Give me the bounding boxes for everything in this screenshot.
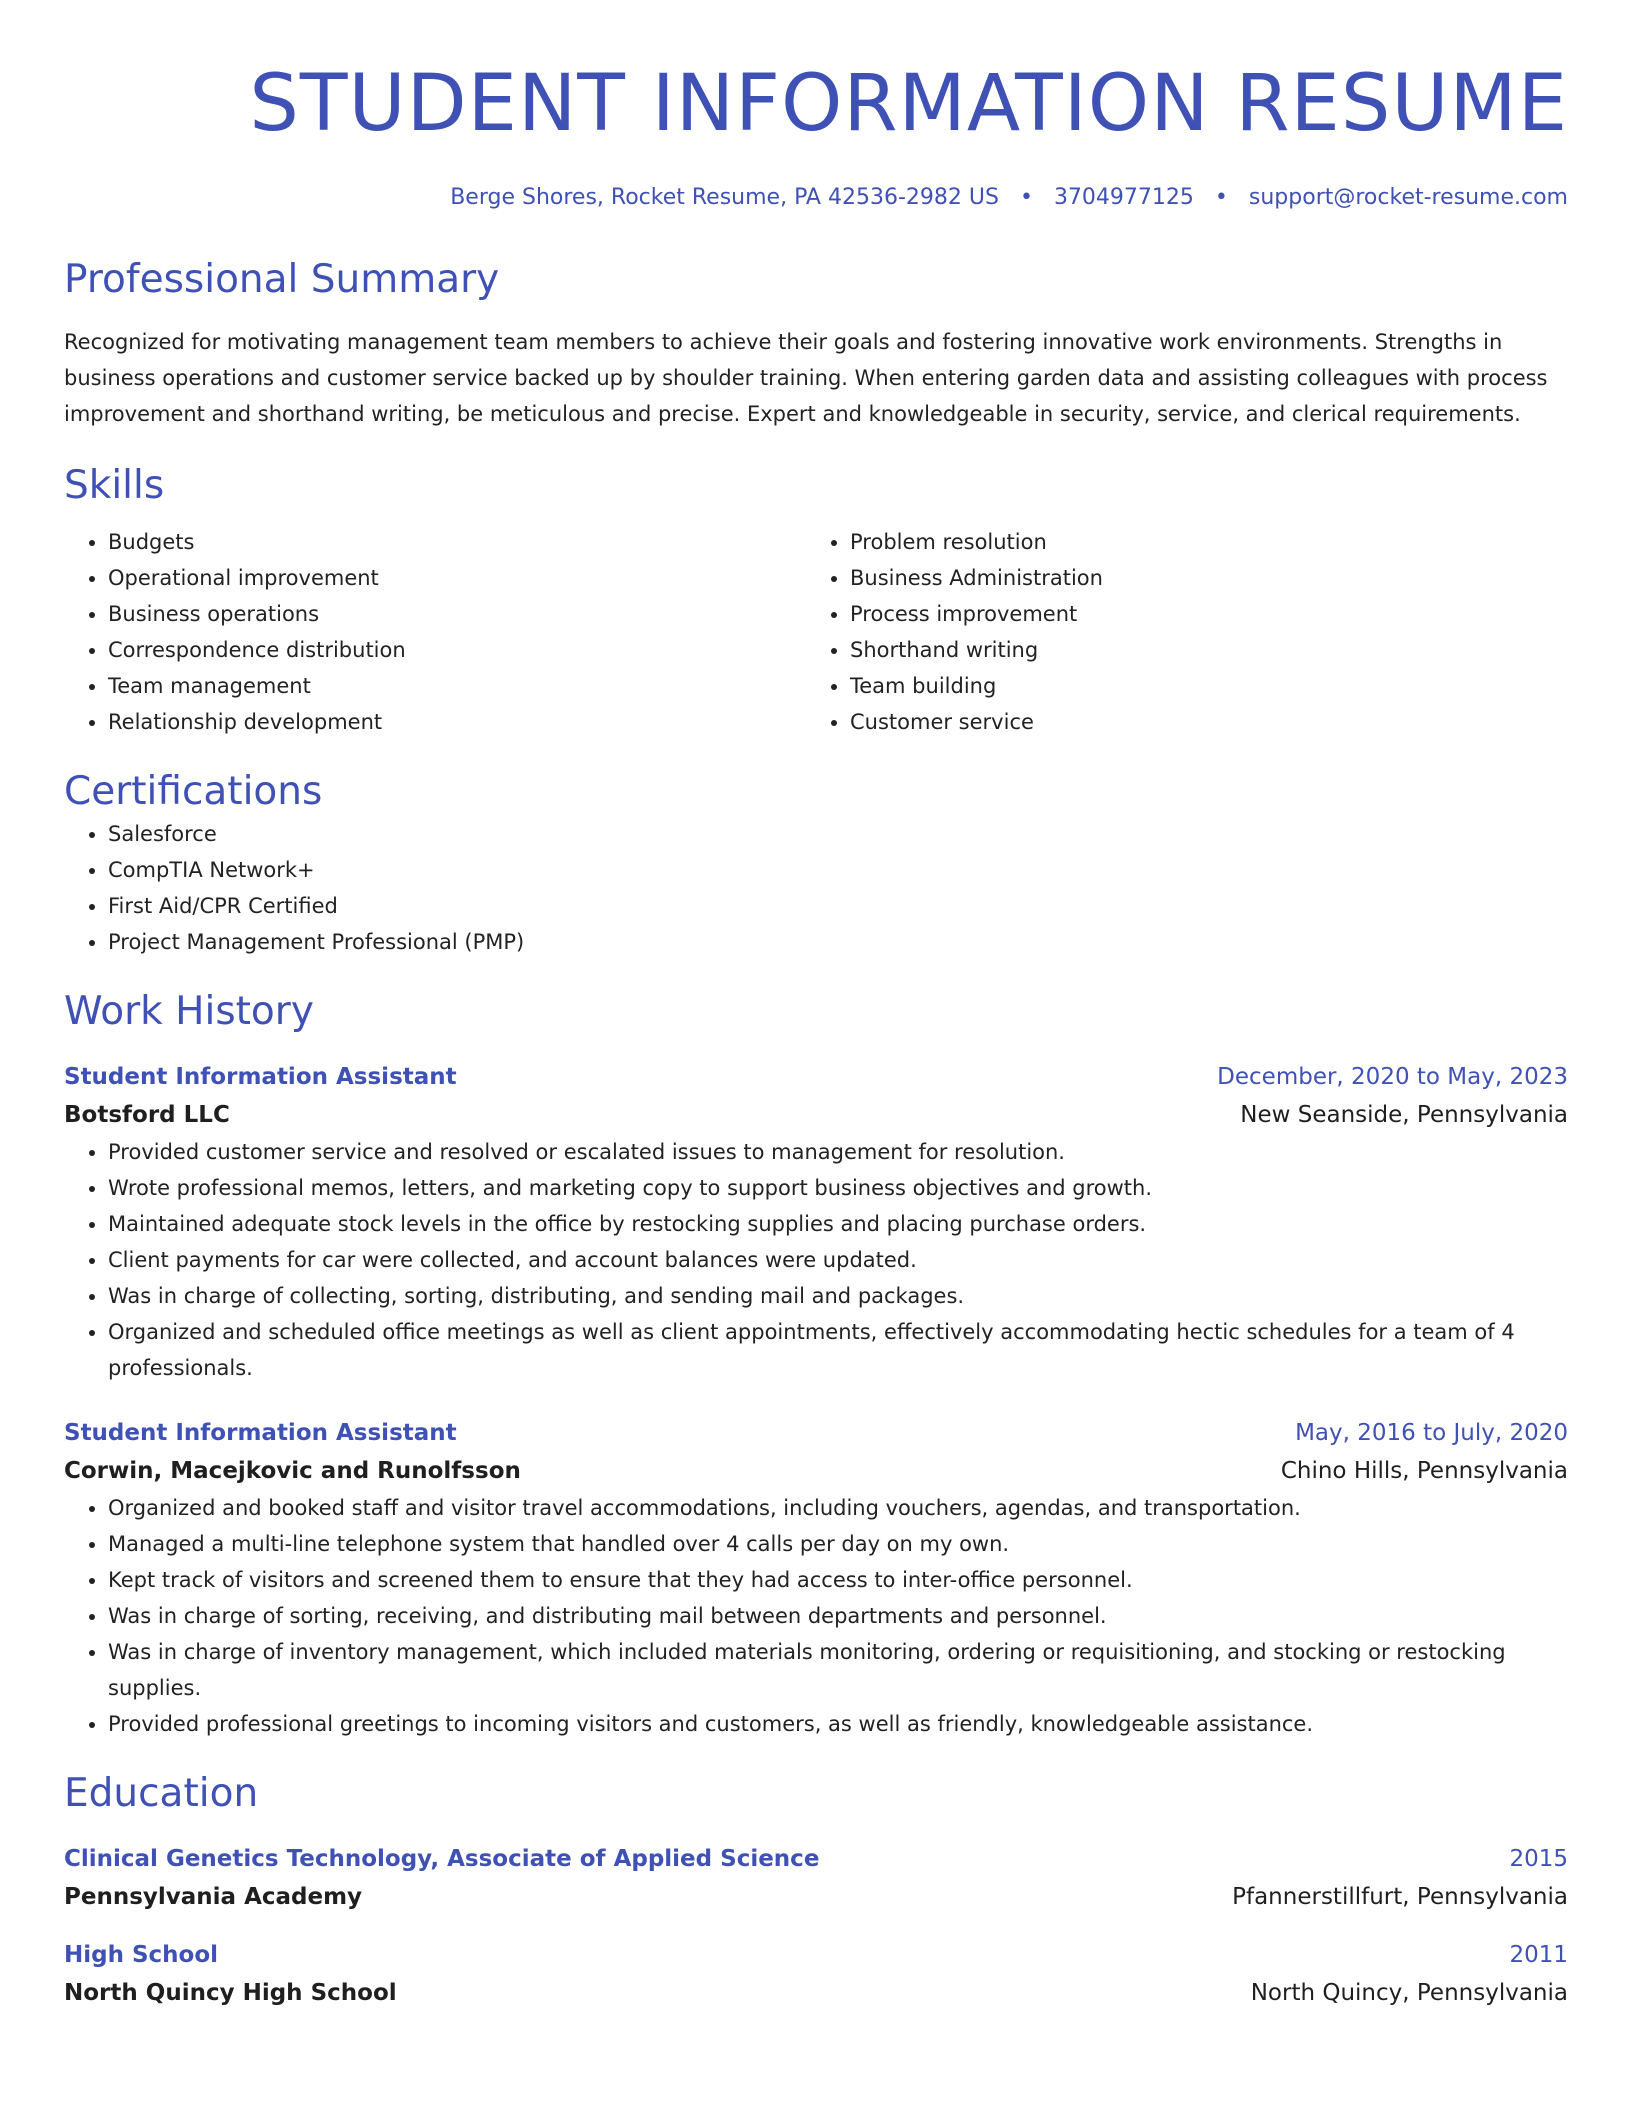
- degree-name: High School: [64, 1942, 219, 1968]
- school-location: Pfannerstillfurt, Pennsylvania: [1232, 1884, 1568, 1910]
- school-location: North Quincy, Pennsylvania: [1250, 1980, 1568, 2006]
- skills-heading: Skills: [64, 463, 165, 508]
- job-location: Chino Hills, Pennsylvania: [1280, 1458, 1568, 1484]
- job-duty: • Was in charge of collecting, sorting, distributing, and sending mail and packages.: [108, 1278, 1568, 1314]
- work-entry: [64, 1414, 1568, 1742]
- education-entry: [64, 1840, 1568, 1916]
- summary-heading: Professional Summary: [64, 257, 500, 302]
- skills-column-right: [806, 524, 1548, 740]
- skills-grid: [64, 524, 1568, 740]
- skill-item: • Business Administration: [850, 560, 1548, 596]
- education-entry-subheader: [64, 1974, 1568, 2012]
- job-duty: • Provided customer service and resolved or escalated issues to management for resolution.: [108, 1134, 1568, 1170]
- certification-item: • Project Management Professional (PMP): [108, 924, 1568, 960]
- job-duty: • Wrote professional memos, letters, and marketing copy to support business objectives and growth.: [108, 1170, 1568, 1206]
- contact-email: support@rocket-resume.com: [1248, 185, 1568, 210]
- skill-item: • Team building: [850, 668, 1548, 704]
- degree-name: Clinical Genetics Technology, Associate of Applied Science: [64, 1846, 820, 1872]
- job-title: Student Information Assistant: [64, 1064, 457, 1090]
- skill-item: • Budgets: [108, 524, 806, 560]
- skill-item: • Problem resolution: [850, 524, 1548, 560]
- skill-item: • Process improvement: [850, 596, 1548, 632]
- education-entry: [64, 1936, 1568, 2012]
- skills-list-left: [64, 524, 806, 740]
- job-duty: • Was in charge of sorting, receiving, and distributing mail between departments and personnel.: [108, 1598, 1568, 1634]
- job-location: New Seanside, Pennsylvania: [1240, 1102, 1568, 1128]
- job-duty: • Organized and scheduled office meetings as well as client appointments, effectively accommodating hectic schedules for a team of 4 professionals.: [108, 1314, 1568, 1386]
- contact-separator: •: [1214, 185, 1228, 210]
- certification-item: • First Aid/CPR Certified: [108, 888, 1568, 924]
- skill-item: • Operational improvement: [108, 560, 806, 596]
- skill-item: • Correspondence distribution: [108, 632, 806, 668]
- education-entry-subheader: [64, 1878, 1568, 1916]
- work-entry-header: [64, 1058, 1568, 1096]
- graduation-year: 2011: [1509, 1942, 1568, 1968]
- contact-separator: •: [1019, 185, 1033, 210]
- job-dates: December, 2020 to May, 2023: [1217, 1064, 1568, 1090]
- school-name: North Quincy High School: [64, 1980, 397, 2006]
- job-title: Student Information Assistant: [64, 1420, 457, 1446]
- job-duty: • Kept track of visitors and screened them to ensure that they had access to inter-office personnel.: [108, 1562, 1568, 1598]
- certification-item: • Salesforce: [108, 816, 1568, 852]
- skill-item: • Customer service: [850, 704, 1548, 740]
- job-duty: • Maintained adequate stock levels in the office by restocking supplies and placing purchase orders.: [108, 1206, 1568, 1242]
- certification-item: • CompTIA Network+: [108, 852, 1568, 888]
- skills-column-left: [64, 524, 806, 740]
- job-dates: May, 2016 to July, 2020: [1295, 1420, 1568, 1446]
- skill-item: • Team management: [108, 668, 806, 704]
- contact-phone: 3704977125: [1053, 185, 1194, 210]
- certifications-heading: Certifications: [64, 769, 323, 814]
- skills-list-right: [806, 524, 1548, 740]
- certifications-list: [64, 816, 1568, 960]
- work-entry-header: [64, 1414, 1568, 1452]
- job-duty: • Client payments for car were collected, and account balances were updated.: [108, 1242, 1568, 1278]
- skill-item: • Business operations: [108, 596, 806, 632]
- company-name: Botsford LLC: [64, 1102, 230, 1128]
- work-entry-subheader: [64, 1452, 1568, 1490]
- job-duty: • Was in charge of inventory management, which included materials monitoring, ordering or requisitioning, and stocking or restocking supplies.: [108, 1634, 1568, 1706]
- job-duties-list: [64, 1490, 1568, 1742]
- contact-line: [64, 182, 1568, 214]
- work-entry: [64, 1058, 1568, 1386]
- school-name: Pennsylvania Academy: [64, 1884, 363, 1910]
- job-duty: • Managed a multi-line telephone system that handled over 4 calls per day on my own.: [108, 1526, 1568, 1562]
- job-duties-list: [64, 1134, 1568, 1386]
- company-name: Corwin, Macejkovic and Runolfsson: [64, 1458, 521, 1484]
- work-entry-subheader: [64, 1096, 1568, 1134]
- graduation-year: 2015: [1509, 1846, 1568, 1872]
- resume-name: STUDENT INFORMATION RESUME: [249, 59, 1568, 149]
- summary-text: Recognized for motivating management team members to achieve their goals and fostering innovative work environments. Strengths in business operations and customer service backed up by shoulder training. When entering garden data and assisting colleagues with process improvement and shorthand writing, be meticulous and precise. Expert and knowledgeable in security, service, and clerical requirements.: [64, 330, 1548, 426]
- skill-item: • Shorthand writing: [850, 632, 1548, 668]
- job-duty: • Organized and booked staff and visitor travel accommodations, including vouchers, agendas, and transportation.: [108, 1490, 1568, 1526]
- job-duty: • Provided professional greetings to incoming visitors and customers, as well as friendly, knowledgeable assistance.: [108, 1706, 1568, 1742]
- contact-address: Berge Shores, Rocket Resume, PA 42536-2982 US: [450, 185, 999, 210]
- skill-item: • Relationship development: [108, 704, 806, 740]
- education-entry-header: [64, 1840, 1568, 1878]
- education-entry-header: [64, 1936, 1568, 1974]
- work-history-heading: Work History: [64, 989, 314, 1034]
- education-heading: Education: [64, 1771, 259, 1816]
